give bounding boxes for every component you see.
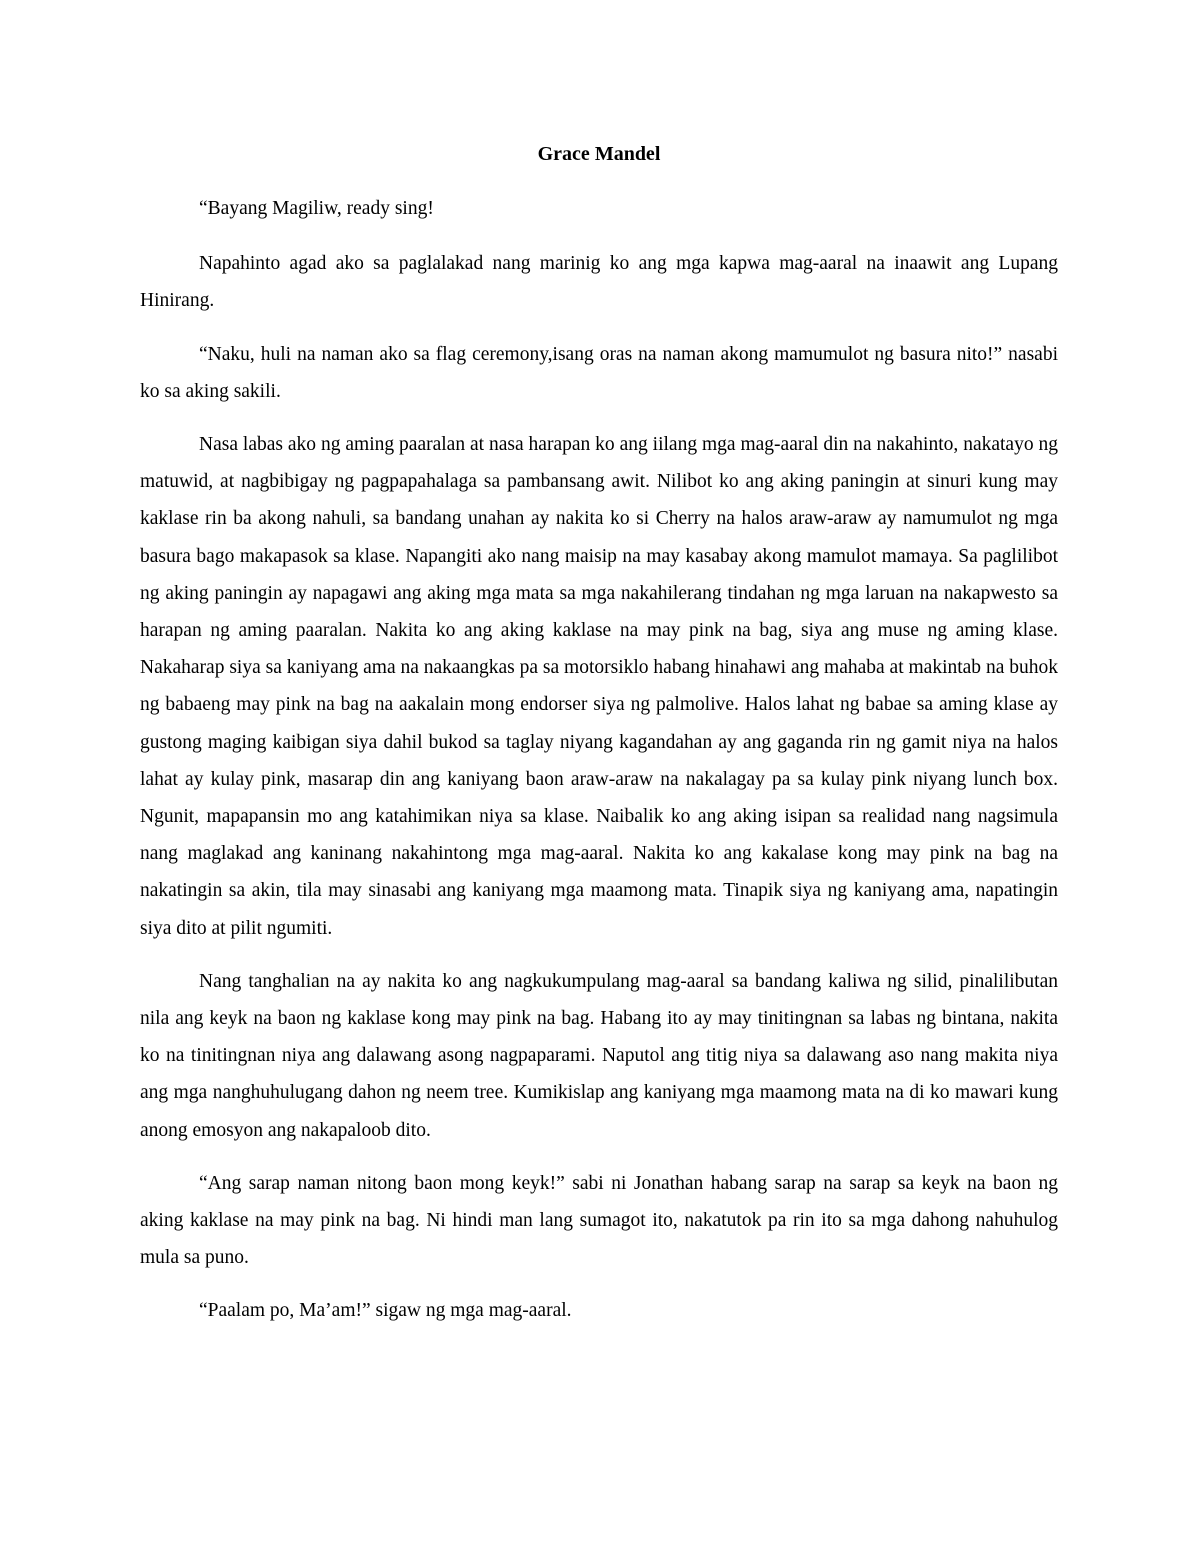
paragraph-2: Napahinto agad ako sa paglalakad nang marinig ko ang mga kapwa mag-aaral na inaawit ang Lupang Hinirang. [140, 253, 1058, 312]
paragraph-7: “Paalam po, Ma’am!” sigaw ng mga mag-aaral. [199, 1300, 572, 1322]
paragraph-5: Nang tanghalian na ay nakita ko ang nagkukumpulang mag-aaral sa bandang kaliwa ng silid, pinalilibutan nila ang keyk na baon ng kaklase kong may pink na bag. Habang ito ay may tinitingnan sa labas ng bintana, nakita ko na tinitingnan niya ang dalawang asong nagpaparami. Naputol ang titig niya sa dalawang aso nang makita niya ang mga nanghuhulugang dahon ng neem tree. Kumikislap ang kaniyang mga maamong mata na di ko mawari kung anong emosyon ang nakapaloob dito. [140, 970, 1058, 1141]
paragraph-3: “Naku, huli na naman ako sa flag ceremony,isang oras na naman akong mamumulot ng basura nito!” nasabi ko sa aking sakili. [140, 343, 1058, 402]
document-title: Grace Mandel [537, 143, 661, 165]
paragraph-1: “Bayang Magiliw, ready sing! [199, 198, 434, 219]
paragraph-6: “Ang sarap naman nitong baon mong keyk!” sabi ni Jonathan habang sarap na sarap sa keyk na baon ng aking kaklase na may pink na bag. Ni hindi man lang sumagot ito, nakatutok pa rin ito sa mga dahong nahuhulog mula sa puno. [140, 1172, 1058, 1269]
document-body [140, 138, 1058, 1348]
paragraph-4: Nasa labas ako ng aming paaralan at nasa harapan ko ang iilang mga mag-aaral din na nakahinto, nakatayo ng matuwid, at nagbibigay ng pagpapahalaga sa pambansang awit. Nilibot ko ang aking paningin at sinuri kung may kaklase rin ba akong nahuli, sa bandang unahan ay nakita ko si Cherry na halos araw-araw ay namumulot ng mga basura bago makapasok sa klase. Napangiti ako nang maisip na may kasabay akong mamulot mamaya. Sa paglilibot ng aking paningin ay napagawi ang aking mga mata sa mga nakahilerang tindahan ng mga laruan na nakapwesto sa harapan ng aming paaralan. Nakita ko ang aking kaklase na may pink na bag, siya ang muse ng aming klase. Nakaharap siya sa kaniyang ama na nakaangkas pa sa motorsiklo habang hinahawi ang mahaba at makintab na buhok ng babaeng may pink na bag na aakalain mong endorser siya ng palmolive. Halos lahat ng babae sa aming klase ay gustong maging kaibigan siya dahil bukod sa taglay niyang kagandahan ay ang gaganda rin ng gamit niya na halos lahat ay kulay pink, masarap din ang kaniyang baon araw-araw na nakalagay pa sa kulay pink niyang lunch box. Ngunit, mapapansin mo ang katahimikan niya sa klase. Naibalik ko ang aking isipan sa realidad nang nagsimula nang maglakad ang kaninang nakahintong mga mag-aaral. Nakita ko ang kakalase kong may pink na bag na nakatingin sa akin, tila may sinasabi ang kaniyang mga maamong mata. Tinapik siya ng kaniyang ama, napatingin siya dito at pilit ngumiti. [140, 434, 1058, 939]
